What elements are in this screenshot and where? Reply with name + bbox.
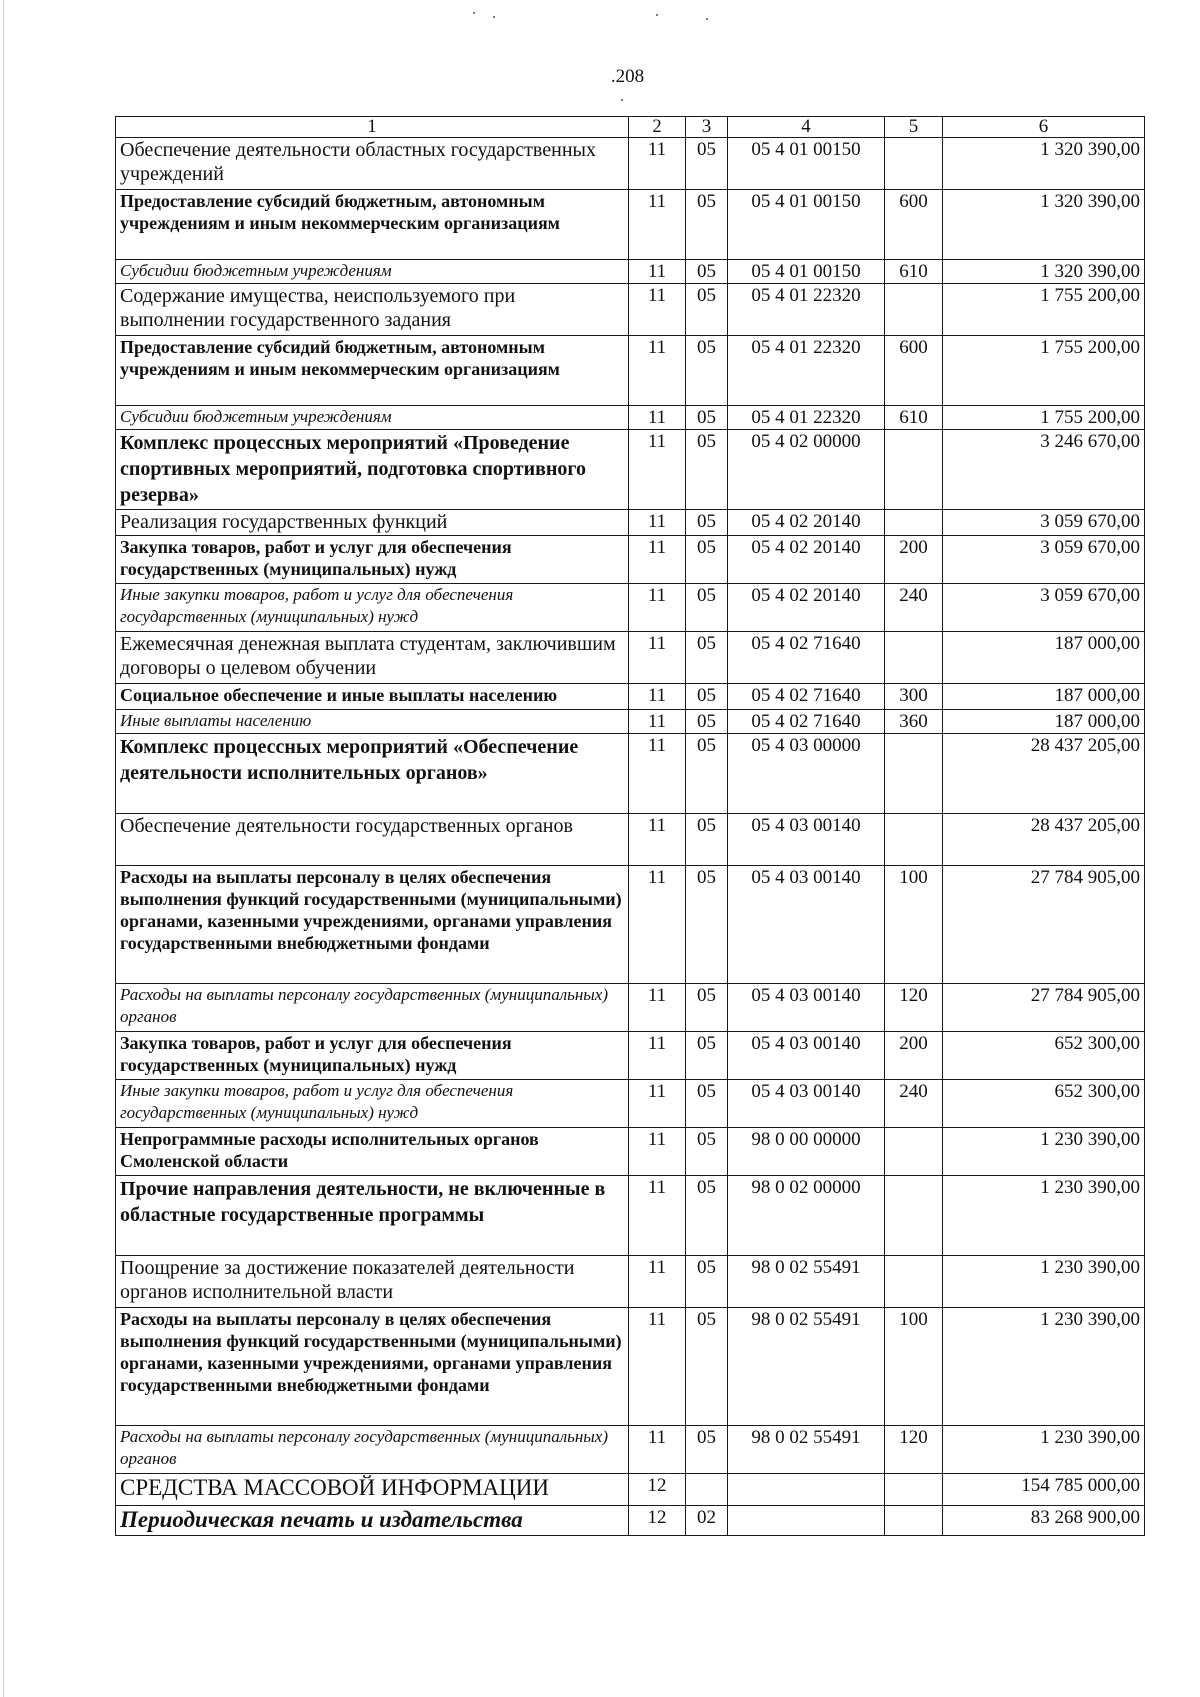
- subsection-code-cell: 05: [686, 510, 728, 536]
- expense-type-cell: 100: [885, 1308, 943, 1426]
- subsection-code-cell: 02: [686, 1506, 728, 1536]
- section-code-cell: 11: [629, 336, 686, 406]
- amount-cell: 3 059 670,00: [943, 536, 1145, 584]
- amount-cell: 28 437 205,00: [943, 734, 1145, 814]
- section-code-cell: 11: [629, 814, 686, 866]
- subsection-code-cell: 05: [686, 584, 728, 632]
- expense-type-cell: [885, 284, 943, 336]
- subsection-code-cell: 05: [686, 1256, 728, 1308]
- table-row: [116, 1080, 1145, 1128]
- table-row: [116, 584, 1145, 632]
- column-header: 3: [686, 117, 728, 138]
- target-article-cell: 05 4 02 71640: [728, 710, 885, 734]
- table-row: [116, 1474, 1145, 1506]
- expense-type-cell: 200: [885, 536, 943, 584]
- row-name-cell: Комплекс процессных мероприятий «Проведение спортивных мероприятий, подготовка спортивного резерва»: [116, 430, 629, 510]
- target-article-cell: 98 0 02 55491: [728, 1256, 885, 1308]
- section-code-cell: 11: [629, 190, 686, 260]
- section-code-cell: 11: [629, 1128, 686, 1176]
- amount-cell: 27 784 905,00: [943, 866, 1145, 984]
- amount-cell: 1 755 200,00: [943, 406, 1145, 430]
- amount-cell: 28 437 205,00: [943, 814, 1145, 866]
- target-article-cell: 05 4 02 71640: [728, 684, 885, 710]
- expense-type-cell: 100: [885, 866, 943, 984]
- table-row: [116, 190, 1145, 260]
- expense-type-cell: [885, 1176, 943, 1256]
- row-name-cell: Обеспечение деятельности областных государственных учреждений: [116, 138, 629, 190]
- section-code-cell: 11: [629, 984, 686, 1032]
- table-row: [116, 710, 1145, 734]
- section-code-cell: 11: [629, 430, 686, 510]
- target-article-cell: 05 4 02 20140: [728, 536, 885, 584]
- section-code-cell: 11: [629, 1080, 686, 1128]
- expense-type-cell: [885, 1474, 943, 1506]
- subsection-code-cell: 05: [686, 190, 728, 260]
- table-row: [116, 866, 1145, 984]
- row-name-cell: Расходы на выплаты персоналу государственных (муниципальных) органов: [116, 984, 629, 1032]
- subsection-code-cell: 05: [686, 138, 728, 190]
- expense-type-cell: 360: [885, 710, 943, 734]
- subsection-code-cell: 05: [686, 1176, 728, 1256]
- amount-cell: 27 784 905,00: [943, 984, 1145, 1032]
- subsection-code-cell: 05: [686, 734, 728, 814]
- row-name-cell: Прочие направления деятельности, не включенные в областные государственные программы: [116, 1176, 629, 1256]
- target-article-cell: 98 0 02 55491: [728, 1308, 885, 1426]
- amount-cell: 1 230 390,00: [943, 1256, 1145, 1308]
- amount-cell: 1 755 200,00: [943, 284, 1145, 336]
- amount-cell: 83 268 900,00: [943, 1506, 1145, 1536]
- row-name-cell: Содержание имущества, неиспользуемого при выполнении государственного задания: [116, 284, 629, 336]
- amount-cell: 3 059 670,00: [943, 510, 1145, 536]
- row-name-cell: Непрограммные расходы исполнительных органов Смоленской области: [116, 1128, 629, 1176]
- row-name-cell: Субсидии бюджетным учреждениям: [116, 406, 629, 430]
- expense-type-cell: [885, 1128, 943, 1176]
- subsection-code-cell: 05: [686, 536, 728, 584]
- subsection-code-cell: 05: [686, 1080, 728, 1128]
- table-row: [116, 406, 1145, 430]
- subsection-code-cell: 05: [686, 336, 728, 406]
- row-name-cell: Расходы на выплаты персоналу в целях обеспечения выполнения функций государственными (муниципальными) органами, казенными учреждениями, органами управления государственными внебюджетными фондами: [116, 1308, 629, 1426]
- section-code-cell: 11: [629, 734, 686, 814]
- section-code-cell: 11: [629, 584, 686, 632]
- amount-cell: 187 000,00: [943, 684, 1145, 710]
- subsection-code-cell: [686, 1474, 728, 1506]
- amount-cell: 1 230 390,00: [943, 1308, 1145, 1426]
- column-header: 4: [728, 117, 885, 138]
- section-code-cell: 11: [629, 1032, 686, 1080]
- table-row: [116, 430, 1145, 510]
- table-row: [116, 684, 1145, 710]
- section-code-cell: 12: [629, 1506, 686, 1536]
- expense-type-cell: [885, 814, 943, 866]
- subsection-code-cell: 05: [686, 814, 728, 866]
- target-article-cell: 05 4 02 20140: [728, 584, 885, 632]
- scan-speck: [706, 18, 708, 20]
- expense-type-cell: 300: [885, 684, 943, 710]
- row-name-cell: Реализация государственных функций: [116, 510, 629, 536]
- expense-type-cell: [885, 510, 943, 536]
- row-name-cell: СРЕДСТВА МАССОВОЙ ИНФОРМАЦИИ: [116, 1474, 629, 1506]
- table-row: [116, 138, 1145, 190]
- target-article-cell: 05 4 02 71640: [728, 632, 885, 684]
- target-article-cell: 98 0 00 00000: [728, 1128, 885, 1176]
- subsection-code-cell: 05: [686, 406, 728, 430]
- budget-table: [115, 116, 1145, 1536]
- expense-type-cell: 240: [885, 584, 943, 632]
- section-code-cell: 11: [629, 284, 686, 336]
- target-article-cell: 05 4 02 20140: [728, 510, 885, 536]
- row-name-cell: Предоставление субсидий бюджетным, автономным учреждениям и иным некоммерческим организациям: [116, 336, 629, 406]
- subsection-code-cell: 05: [686, 866, 728, 984]
- row-name-cell: Ежемесячная денежная выплата студентам, заключившим договоры о целевом обучении: [116, 632, 629, 684]
- expense-type-cell: [885, 1256, 943, 1308]
- target-article-cell: 98 0 02 00000: [728, 1176, 885, 1256]
- subsection-code-cell: 05: [686, 284, 728, 336]
- column-header: 1: [116, 117, 629, 138]
- section-code-cell: 11: [629, 406, 686, 430]
- target-article-cell: 05 4 01 22320: [728, 284, 885, 336]
- table-row: [116, 1176, 1145, 1256]
- section-code-cell: 11: [629, 710, 686, 734]
- expense-type-cell: 200: [885, 1032, 943, 1080]
- table-row: [116, 1128, 1145, 1176]
- section-code-cell: 11: [629, 138, 686, 190]
- amount-cell: 3 246 670,00: [943, 430, 1145, 510]
- target-article-cell: 05 4 03 00140: [728, 1080, 885, 1128]
- amount-cell: 3 059 670,00: [943, 584, 1145, 632]
- subsection-code-cell: 05: [686, 1308, 728, 1426]
- section-code-cell: 11: [629, 510, 686, 536]
- section-code-cell: 11: [629, 684, 686, 710]
- table-header-row: [116, 117, 1145, 138]
- row-name-cell: Поощрение за достижение показателей деятельности органов исполнительной власти: [116, 1256, 629, 1308]
- amount-cell: 1 230 390,00: [943, 1128, 1145, 1176]
- table-row: [116, 336, 1145, 406]
- subsection-code-cell: 05: [686, 1128, 728, 1176]
- scan-speck: [473, 12, 475, 14]
- section-code-cell: 12: [629, 1474, 686, 1506]
- target-article-cell: 05 4 01 22320: [728, 406, 885, 430]
- subsection-code-cell: 05: [686, 984, 728, 1032]
- amount-cell: 1 320 390,00: [943, 190, 1145, 260]
- table-row: [116, 632, 1145, 684]
- table-row: [116, 1256, 1145, 1308]
- expense-type-cell: [885, 430, 943, 510]
- row-name-cell: Обеспечение деятельности государственных органов: [116, 814, 629, 866]
- row-name-cell: Комплекс процессных мероприятий «Обеспечение деятельности исполнительных органов»: [116, 734, 629, 814]
- section-code-cell: 11: [629, 866, 686, 984]
- target-article-cell: 98 0 02 55491: [728, 1426, 885, 1474]
- target-article-cell: 05 4 03 00140: [728, 1032, 885, 1080]
- subsection-code-cell: 05: [686, 632, 728, 684]
- table-row: [116, 1308, 1145, 1426]
- amount-cell: 1 320 390,00: [943, 260, 1145, 284]
- expense-type-cell: 600: [885, 190, 943, 260]
- subsection-code-cell: 05: [686, 710, 728, 734]
- subsection-code-cell: 05: [686, 1426, 728, 1474]
- table-row: [116, 984, 1145, 1032]
- section-code-cell: 11: [629, 632, 686, 684]
- target-article-cell: 05 4 03 00000: [728, 734, 885, 814]
- section-code-cell: 11: [629, 1308, 686, 1426]
- target-article-cell: 05 4 03 00140: [728, 866, 885, 984]
- row-name-cell: Расходы на выплаты персоналу государственных (муниципальных) органов: [116, 1426, 629, 1474]
- section-code-cell: 11: [629, 1426, 686, 1474]
- amount-cell: 154 785 000,00: [943, 1474, 1145, 1506]
- subsection-code-cell: 05: [686, 260, 728, 284]
- expense-type-cell: 240: [885, 1080, 943, 1128]
- subsection-code-cell: 05: [686, 430, 728, 510]
- amount-cell: 652 300,00: [943, 1032, 1145, 1080]
- row-name-cell: Закупка товаров, работ и услуг для обеспечения государственных (муниципальных) нужд: [116, 536, 629, 584]
- page-number: .208: [610, 66, 645, 87]
- subsection-code-cell: 05: [686, 684, 728, 710]
- table-row: [116, 284, 1145, 336]
- target-article-cell: 05 4 02 00000: [728, 430, 885, 510]
- target-article-cell: 05 4 03 00140: [728, 984, 885, 1032]
- table-row: [116, 536, 1145, 584]
- expense-type-cell: 120: [885, 1426, 943, 1474]
- table-row: [116, 814, 1145, 866]
- target-article-cell: 05 4 01 22320: [728, 336, 885, 406]
- column-header: 2: [629, 117, 686, 138]
- scan-speck: [621, 99, 623, 101]
- expense-type-cell: 600: [885, 336, 943, 406]
- section-code-cell: 11: [629, 260, 686, 284]
- amount-cell: 1 755 200,00: [943, 336, 1145, 406]
- target-article-cell: [728, 1506, 885, 1536]
- expense-type-cell: 610: [885, 260, 943, 284]
- expense-type-cell: [885, 1506, 943, 1536]
- scan-speck: [656, 14, 658, 16]
- column-header: 6: [943, 117, 1145, 138]
- row-name-cell: Социальное обеспечение и иные выплаты населению: [116, 684, 629, 710]
- target-article-cell: 05 4 01 00150: [728, 138, 885, 190]
- column-header: 5: [885, 117, 943, 138]
- row-name-cell: Периодическая печать и издательства: [116, 1506, 629, 1536]
- table-row: [116, 1506, 1145, 1536]
- amount-cell: 652 300,00: [943, 1080, 1145, 1128]
- table-row: [116, 260, 1145, 284]
- page-edge: [3, 0, 4, 1697]
- table-row: [116, 1426, 1145, 1474]
- amount-cell: 187 000,00: [943, 710, 1145, 734]
- row-name-cell: Иные закупки товаров, работ и услуг для обеспечения государственных (муниципальных) нужд: [116, 1080, 629, 1128]
- row-name-cell: Иные выплаты населению: [116, 710, 629, 734]
- amount-cell: 1 230 390,00: [943, 1176, 1145, 1256]
- target-article-cell: 05 4 03 00140: [728, 814, 885, 866]
- row-name-cell: Расходы на выплаты персоналу в целях обеспечения выполнения функций государственными (муниципальными) органами, казенными учреждениями, органами управления государственными внебюджетными фондами: [116, 866, 629, 984]
- expense-type-cell: [885, 138, 943, 190]
- scan-speck: [493, 16, 495, 18]
- target-article-cell: [728, 1474, 885, 1506]
- target-article-cell: 05 4 01 00150: [728, 260, 885, 284]
- table-row: [116, 510, 1145, 536]
- expense-type-cell: [885, 632, 943, 684]
- amount-cell: 1 230 390,00: [943, 1426, 1145, 1474]
- section-code-cell: 11: [629, 1256, 686, 1308]
- amount-cell: 187 000,00: [943, 632, 1145, 684]
- row-name-cell: Закупка товаров, работ и услуг для обеспечения государственных (муниципальных) нужд: [116, 1032, 629, 1080]
- row-name-cell: Предоставление субсидий бюджетным, автономным учреждениям и иным некоммерческим организациям: [116, 190, 629, 260]
- subsection-code-cell: 05: [686, 1032, 728, 1080]
- target-article-cell: 05 4 01 00150: [728, 190, 885, 260]
- row-name-cell: Субсидии бюджетным учреждениям: [116, 260, 629, 284]
- table-row: [116, 1032, 1145, 1080]
- expense-type-cell: [885, 734, 943, 814]
- expense-type-cell: 610: [885, 406, 943, 430]
- section-code-cell: 11: [629, 1176, 686, 1256]
- table-row: [116, 734, 1145, 814]
- section-code-cell: 11: [629, 536, 686, 584]
- row-name-cell: Иные закупки товаров, работ и услуг для обеспечения государственных (муниципальных) нужд: [116, 584, 629, 632]
- expense-type-cell: 120: [885, 984, 943, 1032]
- amount-cell: 1 320 390,00: [943, 138, 1145, 190]
